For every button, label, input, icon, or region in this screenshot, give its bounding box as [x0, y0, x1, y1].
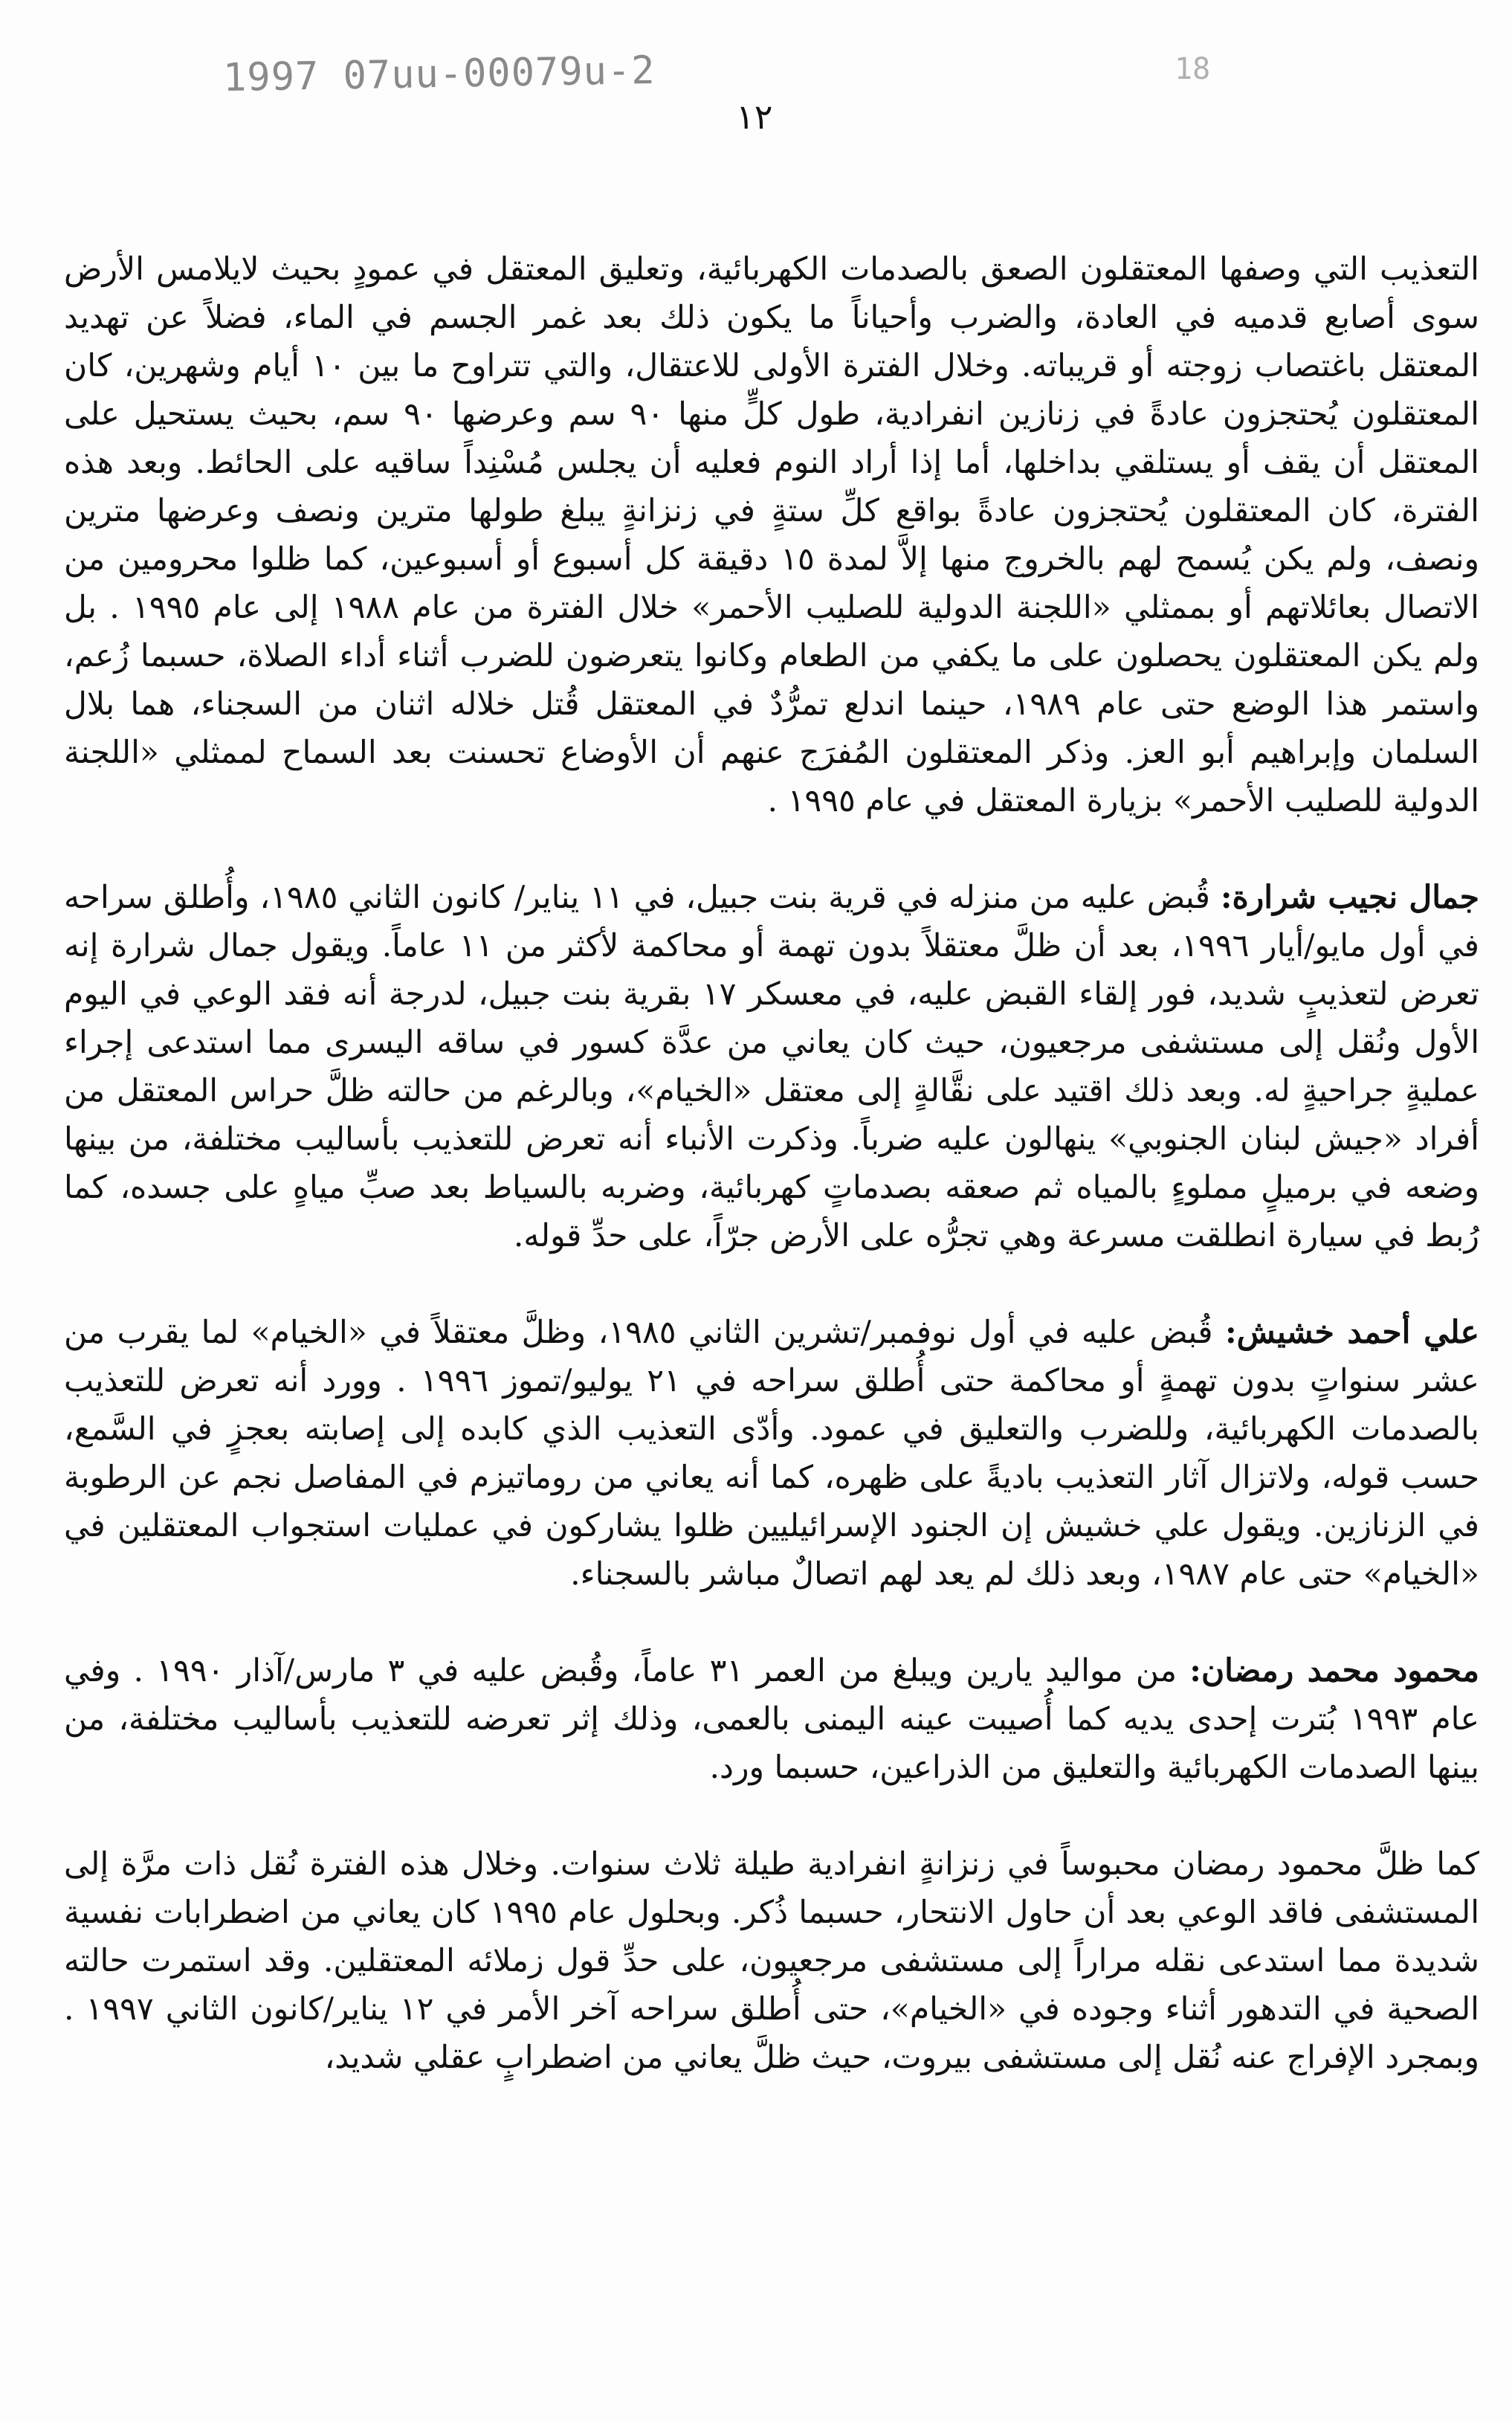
paragraph-spacer: [64, 1792, 1479, 1840]
body-text: [64, 245, 1479, 2082]
paragraph-ali-khashish: [64, 1309, 1479, 1599]
paragraph-spacer: [64, 1260, 1479, 1309]
corner-handwritten-mark: 18: [1175, 52, 1211, 86]
paragraph-text: من مواليد يارين ويبلغ من العمر ٣١ عاماً، وقُبض عليه في ٣ مارس/آذار ١٩٩٠ . وفي عام ١٩٩٣ بُترت إحدى يديه كما أُصيبت عينه اليمنى بالعمى، وذلك إثر تعرضه للتعذيب بأساليب مختلفة، من بينها الصدمات الكهربائية والتعليق من الذراعين، حسبما ورد.: [64, 1653, 1479, 1786]
paragraph-text: قُبض عليه من منزله في قرية بنت جبيل، في ١١ يناير/ كانون الثاني ١٩٨٥، وأُطلق سراحه في أول مايو/أيار ١٩٩٦، بعد أن ظلَّ معتقلاً بدون تهمة أو محاكمة لأكثر من ١١ عاماً. ويقول جمال شرارة إنه تعرض لتعذيبٍ شديد، فور إلقاء القبض عليه، في معسكر ١٧ بقرية بنت جبيل، لدرجة أنه فقد الوعي في اليوم الأول ونُقل إلى مستشفى مرجعيون، حيث كان يعاني من عدَّة كسور في ساقه اليسرى مما استدعى إجراء عمليةٍ جراحيةٍ له. وبعد ذلك اقتيد على نقَّالةٍ إلى معتقل «الخيام»، وبالرغم من حالته ظلَّ حراس المعتقل من أفراد «جيش لبنان الجنوبي» ينهالون عليه ضرباً. وذكرت الأنباء أنه تعرض للتعذيب بأساليب مختلفة، من بينها وضعه في برميلٍ مملوءٍ بالمياه ثم صعقه بصدماتٍ كهربائية، وضربه بالسياط بعد صبِّ مياهٍ على جسده، كما رُبط في سيارة انطلقت مسرعة وهي تجرُّه على الأرض جرّاً، على حدِّ قوله.: [64, 880, 1479, 1254]
paragraph-text: كما ظلَّ محمود رمضان محبوساً في زنزانةٍ انفرادية طيلة ثلاث سنوات. وخلال هذه الفترة نُقل ذات مرَّة إلى المستشفى فاقد الوعي بعد أن حاول الانتحار، حسبما ذُكر. وبحلول عام ١٩٩٥ كان يعاني من اضطرابات نفسية شديدة مما استدعى نقله مراراً إلى مستشفى مرجعيون، على حدِّ قول زملائه المعتقلين. وقد استمرت حالته الصحية في التدهور أثناء وجوده في «الخيام»، حتى أُطلق سراحه آخر الأمر في ١٢ يناير/كانون الثاني ١٩٩٧ . وبمجرد الإفراج عنه نُقل إلى مستشفى بيروت، حيث ظلَّ يعاني من اضطرابٍ عقلي شديد،: [64, 1846, 1479, 2076]
paragraph-text: التعذيب التي وصفها المعتقلون الصعق بالصدمات الكهربائية، وتعليق المعتقل في عمودٍ بحيث لايلامس الأرض سوى أصابع قدميه في العادة، والضرب وأحياناً ما يكون ذلك بعد غمر الجسم في الماء، فضلاً عن تهديد المعتقل باغتصاب زوجته أو قريباته. وخلال الفترة الأولى للاعتقال، والتي تتراوح ما بين ١٠ أيام وشهرين، كان المعتقلون يُحتجزون عادةً في زنازين انفرادية، طول كلٍّ منها ٩٠ سم وعرضها ٩٠ سم، بحيث يستحيل على المعتقل أن يقف أو يستلقي بداخلها، أما إذا أراد النوم فعليه أن يجلس مُسْنِداً ساقيه على الحائط. وبعد هذه الفترة، كان المعتقلون يُحتجزون عادةً بواقع كلِّ ستةٍ في زنزانةٍ يبلغ طولها مترين ونصف وعرضها مترين ونصف، ولم يكن يُسمح لهم بالخروج منها إلاَّ لمدة ١٥ دقيقة كل أسبوع أو أسبوعين، كما ظلوا محرومين من الاتصال بعائلاتهم أو بممثلي «اللجنة الدولية للصليب الأحمر» خلال الفترة من عام ١٩٨٨ إلى عام ١٩٩٥ . بل ولم يكن المعتقلون يحصلون على ما يكفي من الطعام وكانوا يتعرضون للضرب أثناء أداء الصلاة، حسبما زُعم، واستمر هذا الوضع حتى عام ١٩٨٩، حينما اندلع تمرُّدٌ في المعتقل قُتل خلاله اثنان من السجناء، هما بلال السلمان وإبراهيم أبو العز. وذكر المعتقلون المُفرَج عنهم أن الأوضاع تحسنت بعد السماح لممثلي «اللجنة الدولية للصليب الأحمر» بزيارة المعتقل في عام ١٩٩٥ .: [64, 251, 1480, 819]
paragraph-spacer: [64, 1599, 1479, 1647]
handwritten-reference-number: 1997 07uu-00079u-2: [222, 48, 656, 101]
paragraph-text: قُبض عليه في أول نوفمبر/تشرين الثاني ١٩٨٥، وظلَّ معتقلاً في «الخيام» لما يقرب من عشر سنواتٍ بدون تهمةٍ أو محاكمة حتى أُطلق سراحه في ٢١ يوليو/تموز ١٩٩٦ . وورد أنه تعرض للتعذيب بالصدمات الكهربائية، وللضرب والتعليق في عمود. وأدّى التعذيب الذي كابده إلى إصابته بعجزٍ في السَّمع، حسب قوله، ولاتزال آثار التعذيب باديةً على ظهره، كما أنه يعاني من روماتيزم في المفاصل نجم عن الرطوبة في الزنازين. ويقول علي خشيش إن الجنود الإسرائيليين ظلوا يشاركون في عمليات استجواب المعتقلين في «الخيام» حتى عام ١٩٨٧، وبعد ذلك لم يعد لهم اتصالٌ مباشر بالسجناء.: [64, 1315, 1479, 1593]
paragraph-jamal-sharara: [64, 874, 1479, 1260]
paragraph-lead-name: محمود محمد رمضان:: [1189, 1652, 1479, 1689]
paragraph-lead-name: علي أحمد خشيش:: [1224, 1314, 1479, 1351]
paragraph-spacer: [64, 825, 1479, 874]
paragraph-ramadan-solitary: [64, 1840, 1479, 2082]
paragraph-torture-methods: [64, 245, 1479, 825]
paragraph-lead-name: جمال نجيب شرارة:: [1220, 879, 1479, 916]
paragraph-mahmoud-ramadan: [64, 1647, 1479, 1792]
page-number: ١٢: [736, 97, 773, 137]
